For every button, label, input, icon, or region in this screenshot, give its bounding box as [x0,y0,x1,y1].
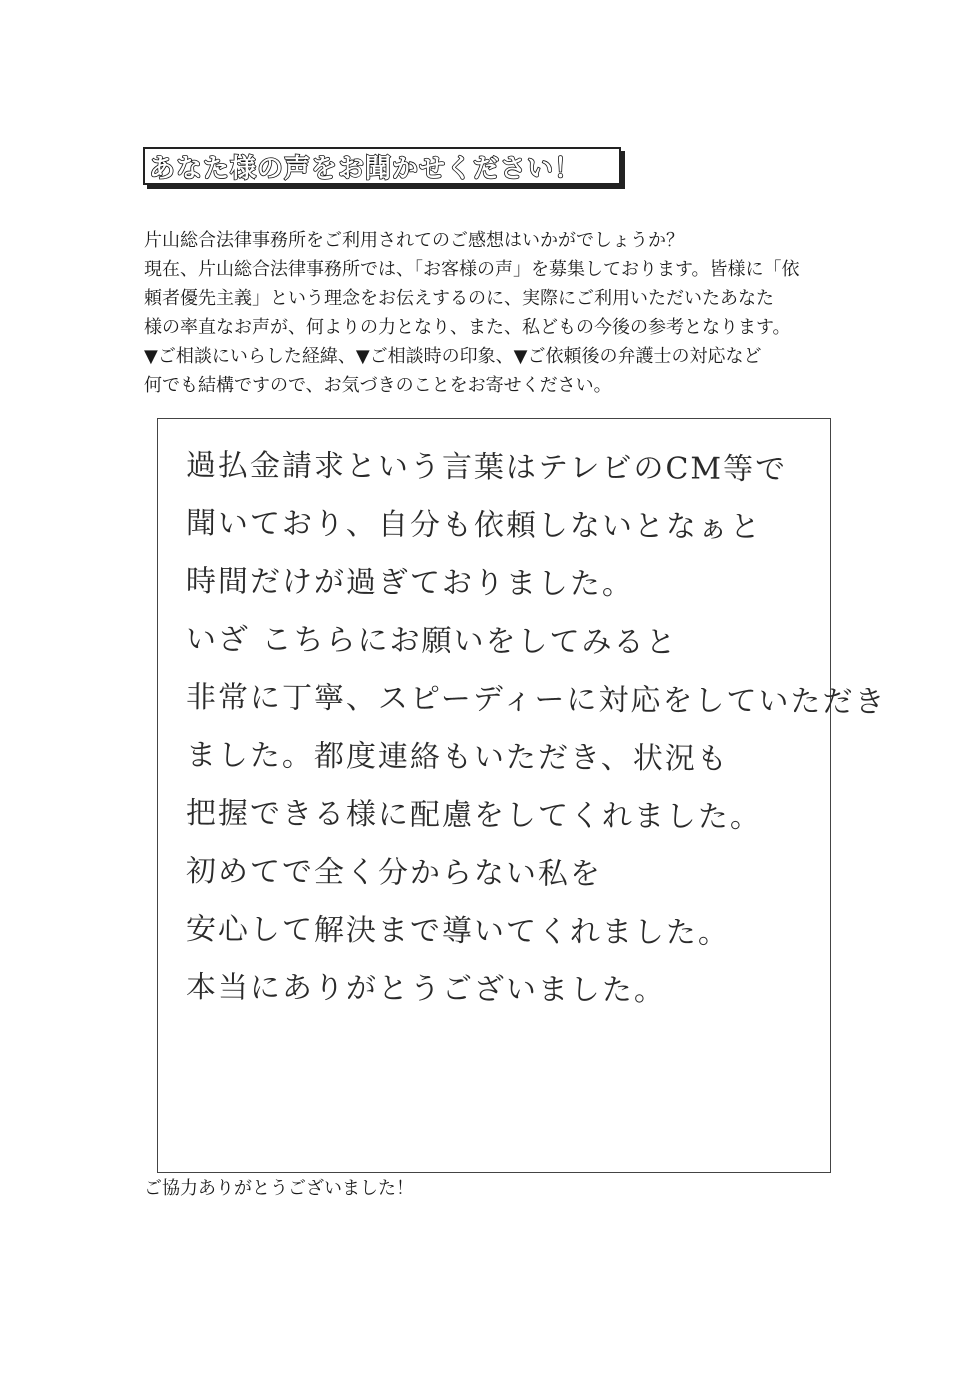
comment-line: 初めてで全く分からない私を [185,854,603,892]
intro-line: 様の率直なお声が、何よりの力となり、また、私どもの今後の参考となります。 [144,317,791,338]
comment-line: 非常に丁寧、スピーディーに対応をしていただき [185,680,887,720]
intro-line: 片山総合法律事務所をご利用されてのご感想はいかがでしょうか？ [144,230,684,251]
comment-line: いざ こちらにお願いをしてみると [185,622,678,661]
intro-line: 頼者優先主義」という理念をお伝えするのに、実際にご利用いただいたあなた [144,288,774,309]
comment-line: ました。都度連絡もいただき、状況も [185,738,729,777]
comment-line: 過払金請求という言葉はテレビのCM等で [185,448,788,488]
comment-box [157,418,887,1173]
thank-you-footer: ご協力ありがとうございました！ [144,1178,414,1199]
intro-line: ▼ご相談にいらした経緯、▼ご相談時の印象、▼ご依頼後の弁護士の対応など [144,346,762,367]
intro-line: 現在、片山総合法律事務所では、「お客様の声」を募集しております。皆様に「依 [144,259,800,280]
title-banner [143,147,621,185]
page-title: あなた様の声をお聞かせください！ [149,153,582,184]
comment-line: 本当にありがとうございました。 [185,970,667,1009]
intro-paragraph [144,226,854,400]
comment-line: 安心して解決まで導いてくれました。 [185,912,731,951]
comment-line: 把握できる様に配慮をしてくれました。 [185,796,763,836]
handwritten-comment [185,437,887,1017]
comment-line: 時間だけが過ぎておりました。 [185,564,635,603]
intro-line: 何でも結構ですので、お気づきのことをお寄せください。 [144,375,612,396]
comment-line: 聞いており、自分も依頼しないとなぁと [185,506,763,546]
